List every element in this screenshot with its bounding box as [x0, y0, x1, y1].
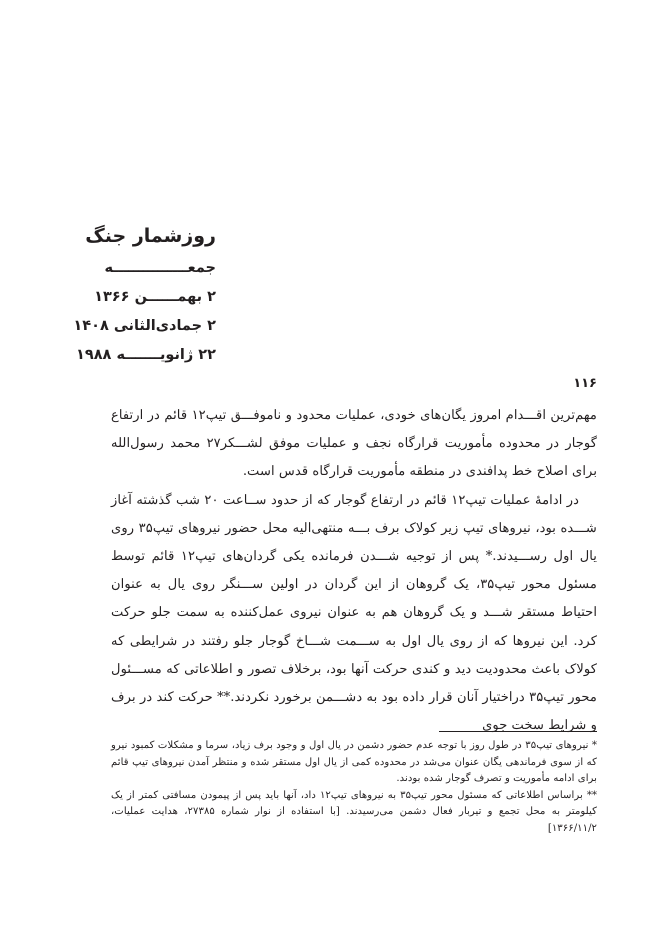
date-gregorian: ۲۲ ژانویـــــــه ۱۹۸۸: [76, 347, 216, 363]
footnote-divider: [439, 731, 597, 732]
chronicle-header: [66, 222, 216, 370]
entry-number: ۱۱۶: [573, 376, 597, 391]
date-solar: ۲ بهمــــــن ۱۳۶۶: [94, 289, 216, 305]
book-title: روزشمار جنگ: [85, 225, 216, 247]
day-of-week: جمعـــــــــــــــه: [104, 260, 216, 276]
footnote: * نیروهای تیپ۳۵ در طول روز با توجه عدم حضور دشمن در یال اول و وجود برف زیاد، سرما و مشکلات کمبود نیرو که از سوی فرماندهی یگان عنوان می‌شد در محدوده کمی از یال اول مستقر شده و منتظر آمدن نیروهای تیپ قائم برای ادامه مأموریت و تصرف گوجار شده بودند.: [111, 740, 598, 785]
footnote: ** براساس اطلاعاتی که مسئول محور تیپ۳۵ به نیروهای تیپ۱۲ داد، آنها باید پس از پیمودن مسافتی کمتر از یک کیلومتر به محل تجمع و تیربار فعال دشمن می‌رسیدند. [با استفاده از نوار شماره ۲۷۳۸۵، هدایت عملیات، ۱۳۶۶/۱۱/۲]: [111, 789, 598, 834]
body-text: [111, 402, 597, 740]
paragraph: مهم‌ترین اقـــدام امروز یگان‌های خودی، عملیات محدود و ناموفـــق تیپ۱۲ قائم در ارتفاع گوجار در محدوده مأموریت قرارگاه نجف و عملیات موفق لشـــکر۲۷ محمد رسول‌الله برای اصلاح خط پدافندی در منطقه مأموریت قرارگاه قدس است.: [111, 408, 597, 480]
paragraph: در ادامهٔ عملیات تیپ۱۲ قائم در ارتفاع گوجار که از حدود ســاعت ۲۰ شب گذشته آغاز شـــده بود، نیروهای تیپ زیر کولاک برف بـــه منتهی‌الیه محل حضور نیروهای تیپ۳۵ روی یال اول رســـیدند.* پس از توجیه شـــدن فرمانده یکی گردان‌های تیپ۱۲ قائم توسط مسئول محور تیپ۳۵، یک گروهان از این گردان در اولین ســـنگر روی یال به عنوان احتیاط مستقر شـــد و یک گروهان هم به عنوان نیروی عمل‌کننده به سمت جلو حرکت کرد. این نیروها که از روی یال اول به ســـمت شـــاخ گوجار جلو رفتند در شرایطی که کولاک باعث محدودیت دید و کندی حرکت آنها بود، برخلاف تصور و اطلاعاتی که مســـئول محور تیپ۳۵ دراختیار آنان قرار داده بود به دشـــمن برخورد نکردند.** حرکت کند در برف و شرایط سخت جوی: [111, 492, 597, 734]
date-lunar: ۲ جمادی‌الثانی ۱۴۰۸: [73, 318, 216, 334]
footnotes: [111, 738, 597, 838]
